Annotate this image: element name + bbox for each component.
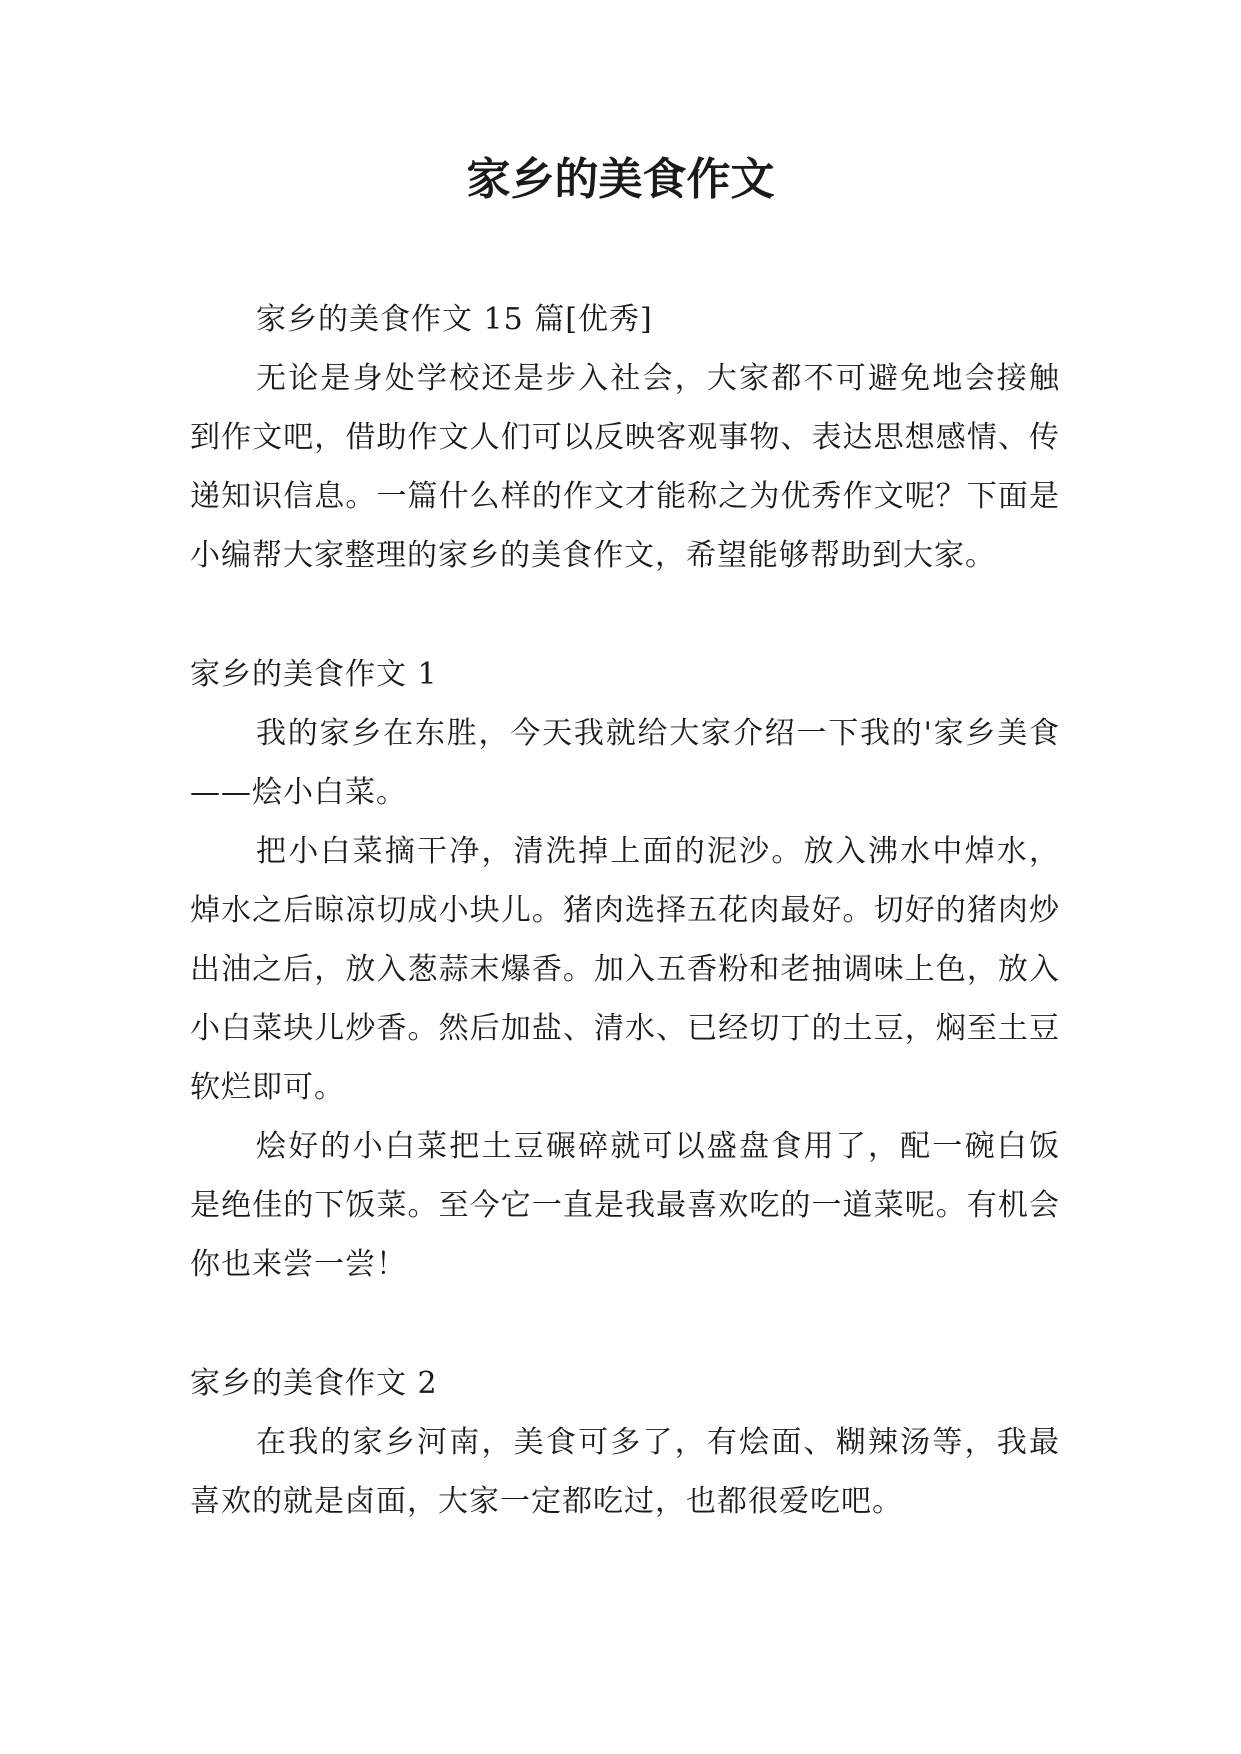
section-heading-1: 家乡的美食作文 1 [190, 657, 438, 692]
document-title: 家乡的美食作文 [466, 154, 775, 205]
section-1-paragraph-3: 烩好的小白菜把土豆碾碎就可以盛盘食用了，配一碗白饭是绝佳的下饭菜。至今它一直是我最喜欢吃的一道菜呢。有机会你也来尝一尝！ [190, 1129, 1060, 1282]
document-subtitle: 家乡的美食作文 15 篇[优秀] [256, 302, 653, 337]
intro-paragraph: 无论是身处学校还是步入社会，大家都不可避免地会接触到作文吧，借助作文人们可以反映客观事物、表达思想感情、传递知识信息。一篇什么样的作文才能称之为优秀作文呢？下面是小编帮大家整理的家乡的美食作文，希望能够帮助到大家。 [190, 361, 1060, 573]
section-heading-2: 家乡的美食作文 2 [190, 1366, 438, 1401]
section-2-paragraph-1: 在我的家乡河南，美食可多了，有烩面、糊辣汤等，我最喜欢的就是卤面，大家一定都吃过，也都很爱吃吧。 [190, 1425, 1060, 1519]
document-body [190, 290, 1060, 1531]
section-1-paragraph-2: 把小白菜摘干净，清洗掉上面的泥沙。放入沸水中焯水，焯水之后晾凉切成小块儿。猪肉选择五花肉最好。切好的猪肉炒出油之后，放入葱蒜末爆香。加入五香粉和老抽调味上色，放入小白菜块儿炒香。然后加盐、清水、已经切丁的土豆，焖至土豆软烂即可。 [190, 834, 1060, 1105]
section-1-paragraph-1: 我的家乡在东胜，今天我就给大家介绍一下我的'家乡美食——烩小白菜。 [190, 716, 1060, 810]
